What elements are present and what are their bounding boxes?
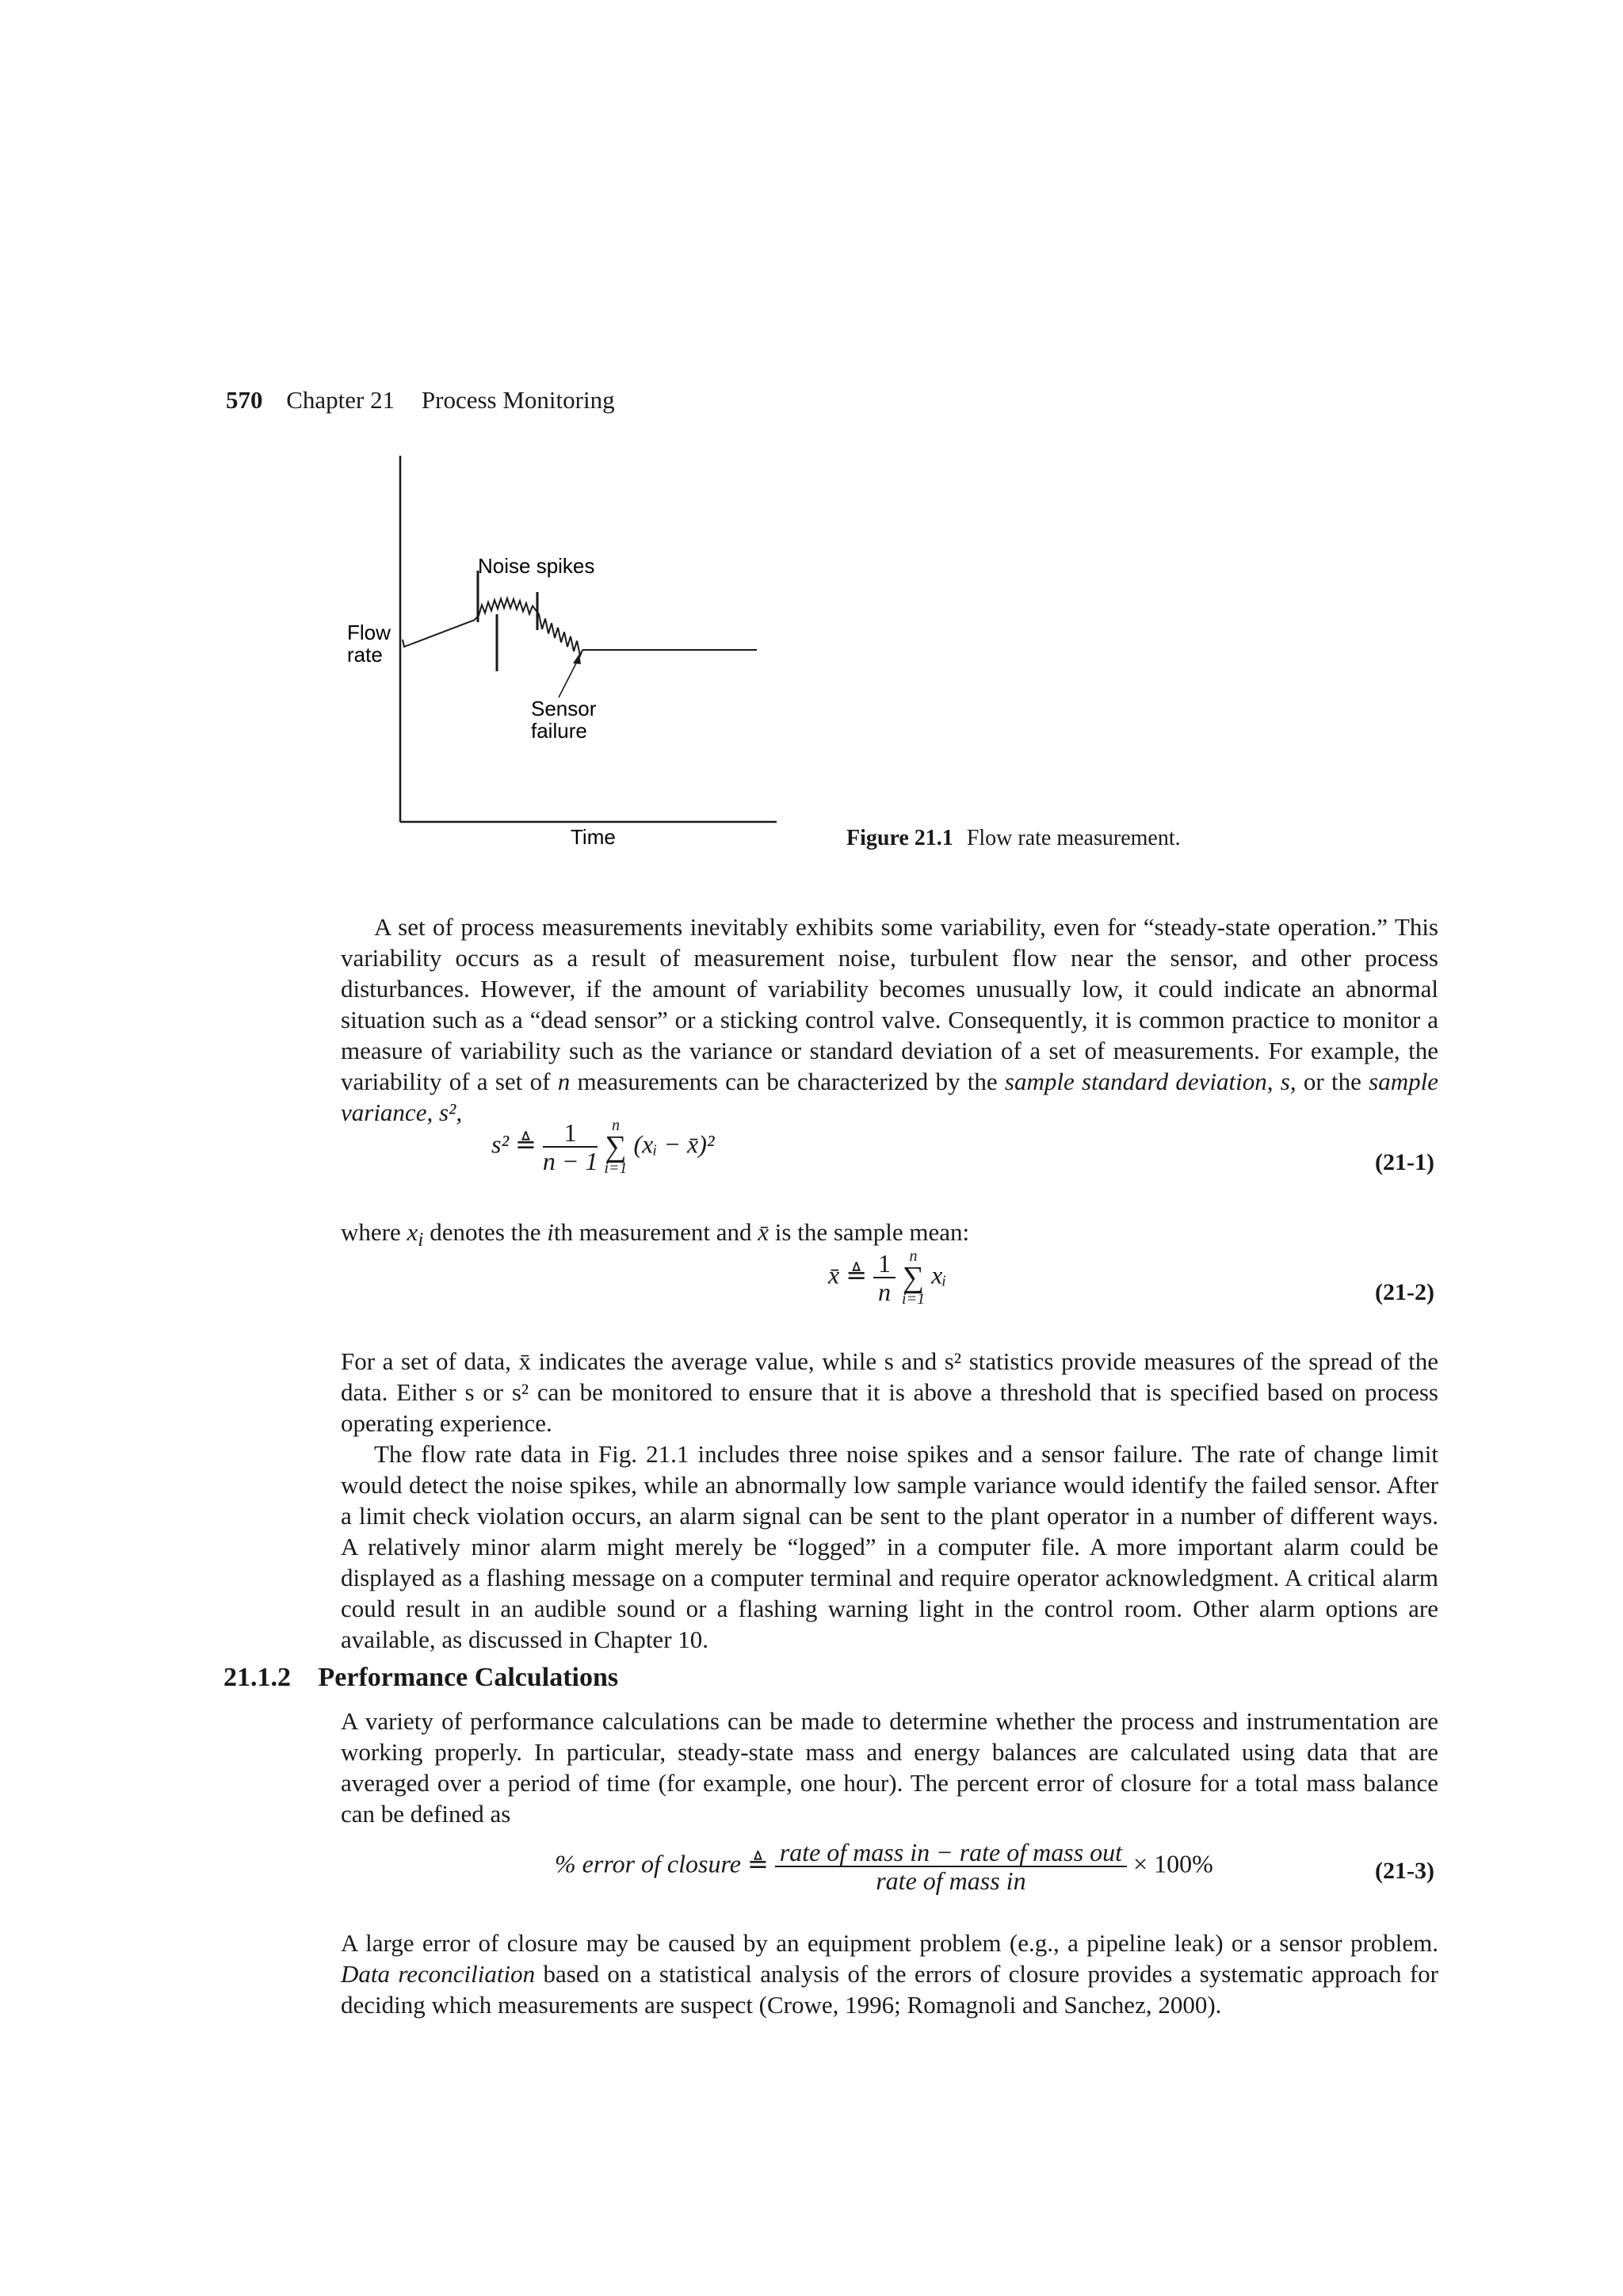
eq1-sum: n ∑ i=1: [604, 1117, 628, 1177]
p2-x: x: [407, 1218, 418, 1246]
failure-arrow: [559, 659, 579, 697]
paragraph-reconciliation: [341, 1927, 1438, 2020]
eq2-fraction: [873, 1250, 896, 1305]
figure-flow-rate: [349, 456, 792, 852]
eq1-fraction: [543, 1119, 598, 1175]
page-number: 570: [226, 386, 263, 414]
eq3-def: ≜: [747, 1849, 769, 1878]
eq1-lhs: s²: [491, 1129, 510, 1159]
p2-b: denotes the: [423, 1218, 548, 1246]
paragraph-performance-text: A variety of performance calculations can be made to determine whether the process and instrumentation are working properly. In particular, steady-state mass and energy balances are calculated using data that are averaged over a period of time (for example, one hour). The percent error of closure for a total mass balance can be defined as: [341, 1707, 1438, 1828]
p1-term-sd: sample standard deviation, s,: [1004, 1068, 1296, 1095]
p2-xbar: x̄: [758, 1218, 769, 1246]
figure-caption-text: Flow rate measurement.: [966, 826, 1181, 850]
p1-text-a: A set of process measurements inevitably exhibits some variability, even for “steady-state operation.” This variability occurs as a result of measurement noise, turbulent flow near the sensor, and other process disturbances. However, if the amount of variability becomes unusually low, it could indicate an abnormal situation such as a “dead sensor” or a sticking control valve. Consequently, it is common practice to monitor a measure of variability such as the variance or standard deviation of a set of measurements. For example, the variability of a set of: [341, 913, 1438, 1095]
y-label-flow: Flow: [347, 621, 391, 644]
eq1-def: ≜: [515, 1129, 537, 1159]
eq3-den: rate of mass in: [876, 1866, 1026, 1895]
p6-b: based on a statistical analysis of the errors of closure provides a systematic approach for deciding which measurements are suspect (Crowe, 1996; Romagnoli and Sanchez, 2000).: [341, 1960, 1439, 2019]
p1-text-b: measurements can be characterized by the: [570, 1068, 1005, 1095]
eq1-num: 1: [543, 1119, 598, 1148]
figure-caption: [846, 826, 1181, 851]
eq3-fraction: [775, 1839, 1127, 1894]
p1-text-c: or the: [1296, 1068, 1369, 1095]
eq2-sum: n ∑ i=1: [902, 1247, 926, 1308]
eq2-term: xᵢ: [931, 1260, 947, 1289]
paragraph-alarms: The flow rate data in Fig. 21.1 includes three noise spikes and a sensor failure. The rate of change limit would detect the noise spikes, while an abnormally low sample variance would identify the failed sensor. After a limit check violation occurs, an alarm signal can be sent to the plant operator in a number of different ways. A relatively minor alarm might merely be “logged” in a computer file. A more important alarm could be displayed as a flashing message on a computer terminal and require operator acknowledgment. A critical alarm could result in an audible sound or a flashing warning light in the control room. Other alarm options are available, as discussed in Chapter 10.: [341, 1440, 1438, 1653]
p6-term: Data reconciliation: [341, 1960, 536, 1988]
p2-i-sub: i: [418, 1228, 424, 1251]
eq2-sum-lower: i=1: [902, 1290, 926, 1308]
equation-number-21-3: (21-3): [1375, 1858, 1434, 1884]
eq2-den: n: [878, 1278, 892, 1306]
eq2-lhs: x̄: [828, 1260, 840, 1289]
eq1-sum-upper: n: [611, 1117, 620, 1134]
section-title: Performance Calculations: [318, 1663, 619, 1692]
chapter-title: Process Monitoring: [421, 386, 615, 414]
eq2-sum-upper: n: [909, 1247, 918, 1265]
eq1-sum-lower: i=1: [604, 1159, 628, 1177]
eq2-def: ≜: [846, 1260, 868, 1289]
failure-label: failure: [531, 719, 587, 743]
equation-21-1: [491, 1117, 714, 1176]
equation-number-21-1: (21-1): [1375, 1149, 1434, 1175]
section-number: 21.1.2: [223, 1663, 291, 1692]
sensor-label: Sensor: [531, 697, 597, 720]
eq1-den: n − 1: [542, 1147, 598, 1175]
flow-signal-line: [403, 598, 582, 655]
p2-a: where: [341, 1218, 407, 1246]
p6-a: A large error of closure may be caused by an equipment problem (e.g., a pipeline leak) or a sensor problem.: [341, 1929, 1438, 1957]
running-header: [226, 386, 615, 415]
y-label-rate: rate: [347, 643, 383, 667]
x-label-time: Time: [571, 825, 616, 849]
noise-spikes-label: Noise spikes: [478, 554, 595, 578]
p2-d: is the sample mean:: [769, 1218, 970, 1246]
equation-number-21-2: (21-2): [1375, 1279, 1434, 1305]
equation-21-2: [828, 1248, 946, 1307]
eq3-num: rate of mass in − rate of mass out: [775, 1839, 1127, 1867]
chapter-label: Chapter 21: [286, 386, 395, 414]
paragraph-performance: [341, 1706, 1438, 1829]
flow-rate-plot: [349, 456, 792, 852]
p1-n: n: [557, 1068, 571, 1095]
paragraph-spread: For a set of data, x̄ indicates the average value, while s and s² statistics provide measures of the spread of the data. Either s or s² can be monitored to ensure that it is above a threshold that is specified based on process operating experience.: [341, 1347, 1438, 1437]
eq2-num: 1: [873, 1250, 896, 1278]
paragraph-spread-and-alarms: [341, 1346, 1438, 1655]
section-heading: [223, 1663, 618, 1693]
eq3-times: × 100%: [1133, 1849, 1213, 1878]
p1-term-variance: sample variance, s²,: [341, 1068, 1438, 1126]
eq3-lhs: % error of closure: [555, 1849, 741, 1878]
equation-21-3: [555, 1839, 1213, 1894]
p2-c: th measurement and: [553, 1218, 758, 1246]
figure-number: Figure 21.1: [846, 826, 953, 850]
p2-i: i: [547, 1218, 554, 1246]
paragraph-variability: [341, 911, 1438, 1128]
eq1-term: (xᵢ − x̄)²: [633, 1129, 715, 1159]
